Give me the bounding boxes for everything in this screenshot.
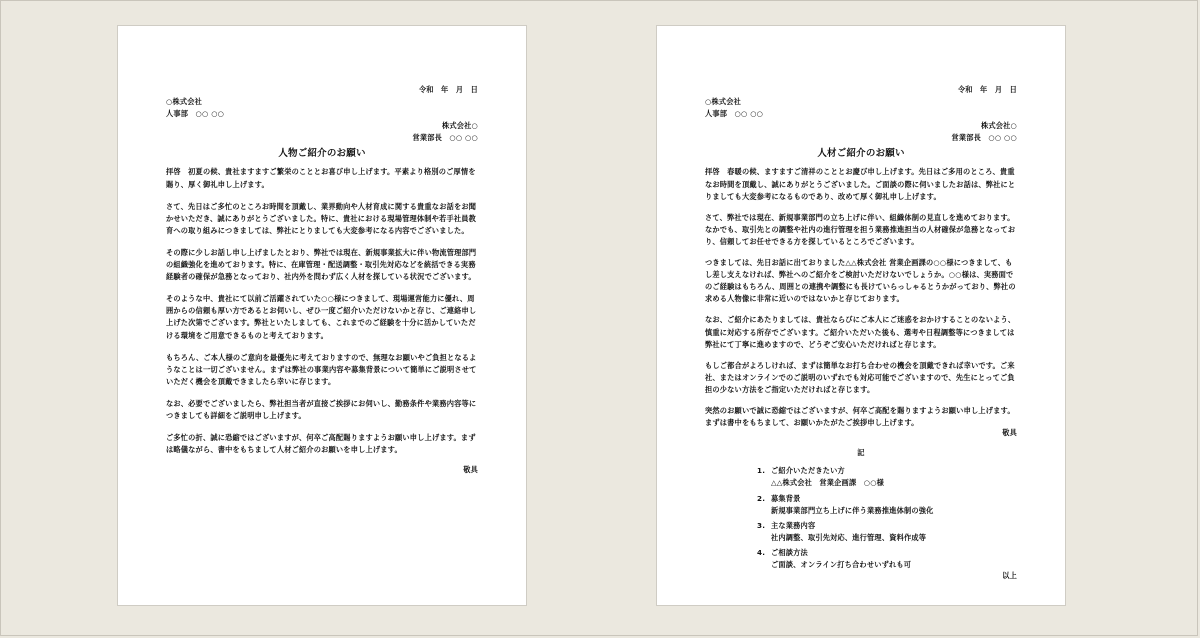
closing-keigu: 敬具 — [463, 465, 478, 475]
item-label: ご相談方法 — [771, 547, 808, 557]
recipient-company: ○株式会社 — [166, 97, 203, 107]
sender-company: 株式会社○ — [441, 121, 478, 131]
document-page-right — [656, 25, 1066, 606]
sender-person: 営業部長 ○○ ○○ — [412, 133, 478, 143]
closing-keigu: 敬具 — [1002, 428, 1017, 438]
list-item — [757, 520, 1017, 544]
item-detail: △△株式会社 営業企画課 ○○様 — [771, 478, 885, 488]
recipient-person: 人事部 ○○ ○○ — [705, 109, 764, 119]
item-label: 主な業務内容 — [771, 520, 816, 530]
letter-paragraph: 拝啓 春暖の候、ますますご清祥のこととお慶び申し上げます。先日はご多用のところ、貴重なお時間を頂戴し、誠にありがとうございました。ご面談の際に伺いましたお話は、弊社にとりましても大変参考になるものであり、改めて厚く御礼申し上げます。 — [705, 167, 1016, 201]
letter-paragraph: なお、ご紹介にあたりましては、貴社ならびにご本人にご迷惑をおかけすることのないよう、慎重に対応する所存でございます。ご紹介いただいた後も、選考や日程調整等につきましては弊社にて丁寧に進めますので、どうぞご安心いただければと存じます。 — [705, 315, 1016, 349]
item-detail: 社内調整、取引先対応、進行管理、資料作成等 — [771, 532, 927, 542]
letter-paragraph: ご多忙の折、誠に恐縮ではございますが、何卒ご高配賜りますようお願い申し上げます。まずは略儀ながら、書中をもちまして人材ご紹介のお願いを申し上げます。 — [166, 433, 476, 455]
item-number: 2. — [757, 493, 766, 503]
list-item — [757, 465, 1017, 489]
list-item — [757, 547, 1017, 571]
closing-ijo: 以上 — [1002, 571, 1017, 581]
item-detail: ご面談、オンライン打ち合わせいずれも可 — [771, 560, 912, 569]
letter-paragraph: もちろん、ご本人様のご意向を最優先に考えておりますので、無理なお願いやご負担となるようなことは一切ございません。まずは弊社の事業内容や募集背景について簡単にご説明させていただく機会を頂戴できましたら幸いに存じます。 — [166, 352, 477, 386]
item-number: 3. — [757, 520, 766, 530]
letter-left — [166, 84, 478, 476]
recipient-person: 人事部 ○○ ○○ — [166, 109, 225, 119]
letter-date: 令和 年 月 日 — [957, 85, 1017, 94]
letter-paragraph: 拝啓 初夏の候、貴社ますますご繁栄のこととお喜び申し上げます。平素より格別のご厚情を賜り、厚く御礼申し上げます。 — [166, 167, 476, 189]
sender-company: 株式会社○ — [980, 121, 1017, 131]
ki-heading: 記 — [857, 448, 865, 458]
letter-paragraph: その際に少しお話し申し上げましたとおり、弊社では現在、新規事業拡大に伴い物流管理部門の組織強化を進めております。特に、在庫管理・配送調整・取引先対応などを統括できる実務経験者の確保が急務となっており、社内外を問わず広く人材を探している状況でございます。 — [166, 247, 477, 282]
item-label: 募集背景 — [771, 493, 801, 503]
letter-paragraph: さて、弊社では現在、新規事業部門の立ち上げに伴い、組織体制の見直しを進めております。なかでも、取引先との調整や社内の進行管理を担う業務推進担当の人材確保が急務となっており、信頼してお任せできる方を探しているところでございます。 — [705, 212, 1016, 246]
letter-title: 人物ご紹介のお願い — [278, 148, 366, 160]
recipient-company: ○株式会社 — [705, 97, 742, 107]
letter-right — [705, 84, 1017, 582]
document-page-left — [117, 25, 527, 606]
letter-paragraph: なお、必要でございましたら、弊社担当者が直接ご挨拶にお伺いし、勤務条件や業務内容等につきましても詳細をご説明申し上げます。 — [166, 398, 477, 420]
details-list — [705, 465, 1017, 571]
letter-paragraph: 突然のお願いで誠に恐縮ではございますが、何卒ご高配を賜りますようお願い申し上げます。まずは書中をもちまして、お願いかたがたご挨拶申し上げます。 — [705, 405, 1015, 428]
letter-paragraph: もしご都合がよろしければ、まずは簡単なお打ち合わせの機会を頂戴できれば幸いです。ご来社、またはオンラインでのご説明のいずれでも対応可能でございますので、先生にとってご負担の少ない方法をご指定いただければと存じます。 — [705, 360, 1015, 394]
letter-date: 令和 年 月 日 — [418, 85, 478, 94]
item-number: 4. — [757, 547, 766, 557]
item-label: ご紹介いただきたい方 — [771, 466, 845, 476]
item-detail: 新規事業部門立ち上げに伴う業務推進体制の強化 — [771, 505, 934, 515]
list-item — [757, 493, 1017, 517]
letter-paragraph: つきましては、先日お話に出ておりました△△株式会社 営業企画課の○○様につきまして、もし差し支えなければ、弊社へのご紹介をご検討いただけないでしょうか。○○様は、実務面でのご経験はもちろん、周囲との連携や調整にも長けていらっしゃるとうかがっており、弊社の求める人物像に非常に近いのではないかと存じております。 — [705, 258, 1016, 304]
item-number: 1. — [757, 466, 766, 476]
sender-person: 営業部長 ○○ ○○ — [951, 133, 1017, 143]
letter-title: 人材ご紹介のお願い — [817, 148, 905, 160]
letter-paragraph: さて、先日はご多忙のところお時間を頂戴し、業界動向や人材育成に関する貴重なお話をお聞かせいただき、誠にありがとうございました。特に、貴社における現場管理体制や若手社員教育への取り組みにつきましては、弊社にとりましても大変参考になる内容でございました。 — [166, 201, 477, 235]
letter-paragraph: そのような中、貴社にて以前ご活躍されていた○○様につきまして、現場運営能力に優れ、周囲からの信頼も厚い方であるとお伺いし、ぜひ一度ご紹介いただけないかと存じ、ご連絡申し上げた次第でございます。弊社といたしましても、これまでのご経験を十分に活かしていただける環境をご用意できるものと考えております。 — [166, 294, 477, 340]
